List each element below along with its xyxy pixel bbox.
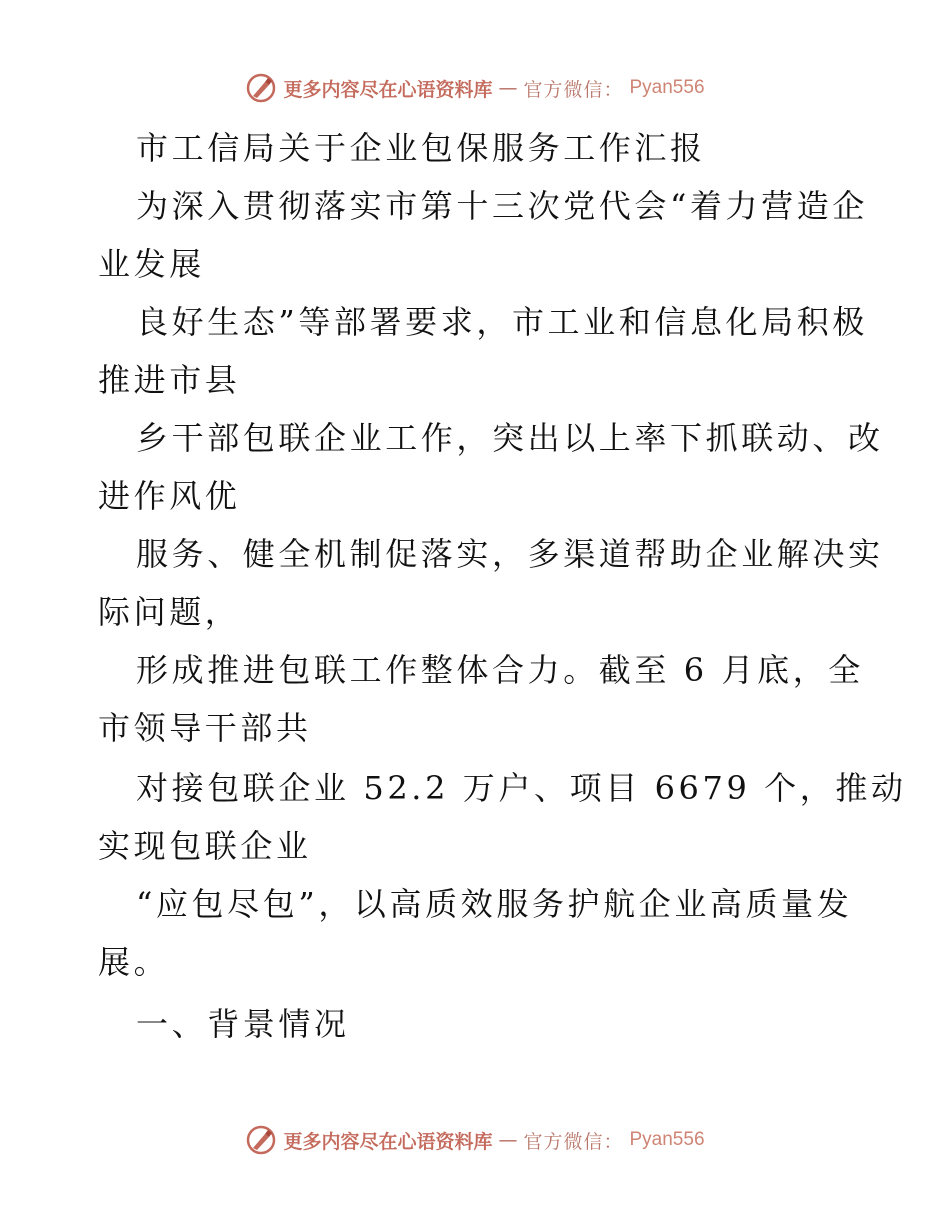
watermark-main-text: 更多内容尽在心语资料库 xyxy=(283,1130,493,1153)
watermark-dash: — xyxy=(498,77,518,99)
paragraph-line: 推进市县 xyxy=(98,361,241,399)
watermark-account: Pyan556 xyxy=(629,1129,705,1150)
paragraph-line: 对接包联企业 52.2 万户、项目 6679 个，推动 xyxy=(136,769,907,807)
header-watermark xyxy=(0,72,950,104)
watermark-sub-text: 官方微信： xyxy=(523,78,624,101)
paragraph-line: 进作风优 xyxy=(98,477,241,515)
paragraph-line: 形成推进包联工作整体合力。截至 6 月底，全 xyxy=(136,651,864,689)
paragraph-line: 业发展 xyxy=(98,245,205,283)
watermark-dash: — xyxy=(498,1129,518,1151)
paragraph-line: 良好生态”等部署要求，市工业和信息化局积极 xyxy=(136,303,868,341)
pen-logo-icon xyxy=(245,72,277,104)
watermark-sub-text: 官方微信： xyxy=(523,1130,624,1153)
paragraph-line: 际问题， xyxy=(98,593,241,631)
watermark-main-text: 更多内容尽在心语资料库 xyxy=(283,78,493,101)
watermark-account: Pyan556 xyxy=(629,77,705,98)
footer-watermark xyxy=(0,1124,950,1156)
pen-logo-icon xyxy=(245,1124,277,1156)
paragraph-line: 市领导干部共 xyxy=(98,709,312,747)
paragraph-line: 为深入贯彻落实市第十三次党代会“着力营造企 xyxy=(136,187,868,225)
paragraph-line: 乡干部包联企业工作，突出以上率下抓联动、改 xyxy=(136,419,884,457)
paragraph-line: 展。 xyxy=(98,943,170,981)
paragraph-line: 服务、健全机制促落实，多渠道帮助企业解决实 xyxy=(136,535,884,573)
section-heading: 一、背景情况 xyxy=(136,1005,350,1043)
paragraph-line: “应包尽包”，以高质效服务护航企业高质量发 xyxy=(136,885,853,923)
paragraph-line: 实现包联企业 xyxy=(98,827,312,865)
document-title: 市工信局关于企业包保服务工作汇报 xyxy=(136,129,706,167)
